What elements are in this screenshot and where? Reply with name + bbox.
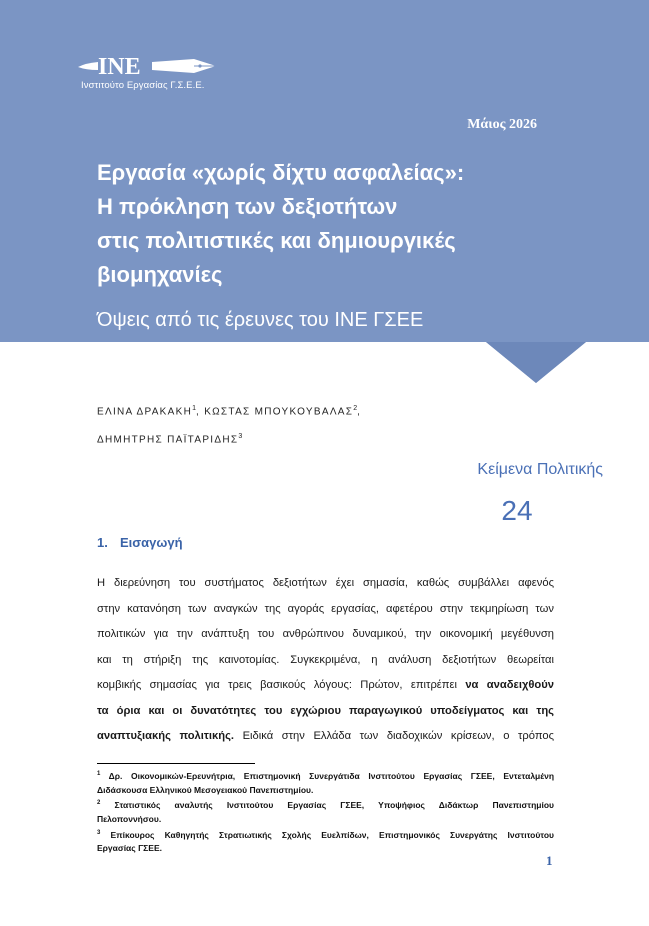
- title-line: στις πολιτιστικές και δημιουργικές: [97, 228, 456, 253]
- emphasis-text: τα όρια και οι δυνατότητες του εγχώριου παραγωγικού υποδείγματος και της: [97, 704, 554, 717]
- footnote-ref[interactable]: 3: [238, 433, 243, 440]
- publication-date: Μάιος 2026: [467, 117, 537, 132]
- author-name: ΔΗΜΗΤΡΗΣ ΠΑΪΤΑΡΙΔΗΣ: [97, 434, 239, 446]
- paragraph-line: αναπτυξιακής πολιτικής. Ειδικά στην Ελλάδα των διαδοχικών κρίσεων, ο τρόπος: [97, 730, 555, 742]
- section-heading: [97, 535, 183, 550]
- footnote-ref[interactable]: 2: [353, 405, 358, 412]
- paragraph-line: [97, 699, 554, 725]
- banner-notch: [486, 342, 586, 383]
- section-number: 1.: [97, 535, 108, 550]
- author-name: ΕΛΙΝΑ ΔΡΑΚΑΚΗ: [97, 406, 193, 418]
- title-line: Εργασία «χωρίς δίχτυ ασφαλείας»:: [97, 160, 465, 185]
- footnote-2: $^2$ Στατιστικός αναλυτής Ινστιτούτου Εργασίας ΓΣΕΕ, Υποψήφιος Διδάκτωρ Πανεπιστημίου: [97, 800, 554, 811]
- logo-mark: INE: [98, 54, 141, 80]
- footnotes: [97, 768, 554, 856]
- title-line: Η πρόκληση των δεξιοτήτων: [97, 194, 398, 219]
- footnote-separator: [97, 763, 255, 764]
- logo-subtitle: Ινστιτούτο Εργασίας Γ.Σ.Ε.Ε.: [81, 80, 205, 91]
- footnote-2-cont: Πελοποννήσου.: [97, 814, 162, 825]
- footnote-3: $^3$ Επίκουρος Καθηγητής Στρατιωτικής Σχολής Ευελπίδων, Επιστημονικός Συνεργάτης Ινστιτούτου: [97, 829, 554, 840]
- footnote-3-cont: Εργασίας ΓΣΕΕ.: [97, 843, 162, 854]
- paragraph-line: στην κατανόηση των αναγκών της αγοράς εργασίας, αφετέρου στην τεκμηρίωση των: [97, 602, 554, 615]
- intro-paragraph: [97, 571, 554, 750]
- emphasis-text: να αναδειχθούν: [465, 679, 554, 691]
- footnote-ref[interactable]: 1: [192, 405, 197, 412]
- document-title: [97, 156, 577, 292]
- authors-line-1: ΕΛΙΝΑ ΔΡΑΚΑΚΗ$^1$, ΚΩΣΤΑΣ ΜΠΟΥΚΟΥΒΑΛΑΣ$^2$,: [97, 405, 362, 418]
- author-name: ΚΩΣΤΑΣ ΜΠΟΥΚΟΥΒΑΛΑΣ: [204, 406, 354, 418]
- title-line: βιομηχανίες: [97, 262, 223, 287]
- series-number: 24: [501, 495, 533, 526]
- page-number: 1: [546, 853, 553, 868]
- pen-nib-logo-icon: [76, 50, 226, 80]
- footnote-1: $^1$ Δρ. Οικονομικών-Ερευνήτρια, Επιστημονική Συνεργάτιδα Ινστιτούτου Εργασίας ΓΣΕΕ, Εντεταλμένη: [97, 770, 555, 781]
- paragraph-line: πολιτικών για την ανάπτυξη του ανθρώπινου δυναμικού, την οικονομική μεγέθυνση: [97, 628, 554, 640]
- paragraph-line: και τη στήριξη της καινοτομίας. Συγκεκριμένα, η ανάλυση δεξιοτήτων θεωρείται: [97, 653, 554, 666]
- paragraph-line: Η διερεύνηση του συστήματος δεξιοτήτων έχει σημασία, καθώς συμβάλλει αφενός: [97, 577, 554, 589]
- section-title: Εισαγωγή: [120, 535, 183, 550]
- footnote-1-cont: Διδάσκουσα Ελληνικού Μεσογειακού Πανεπιστημίου.: [97, 784, 314, 795]
- authors-line-2: [97, 433, 242, 445]
- series-label: Κείμενα Πολιτικής: [477, 461, 603, 478]
- paragraph-line: κομβικής σημασίας για τρεις βασικούς λόγους: Πρώτον, επιτρέπει να αναδειχθούν: [97, 679, 554, 691]
- emphasis-text: αναπτυξιακής πολιτικής.: [97, 730, 234, 742]
- document-subtitle: Όψεις από τις έρευνες του ΙΝΕ ΓΣΕΕ: [97, 309, 424, 331]
